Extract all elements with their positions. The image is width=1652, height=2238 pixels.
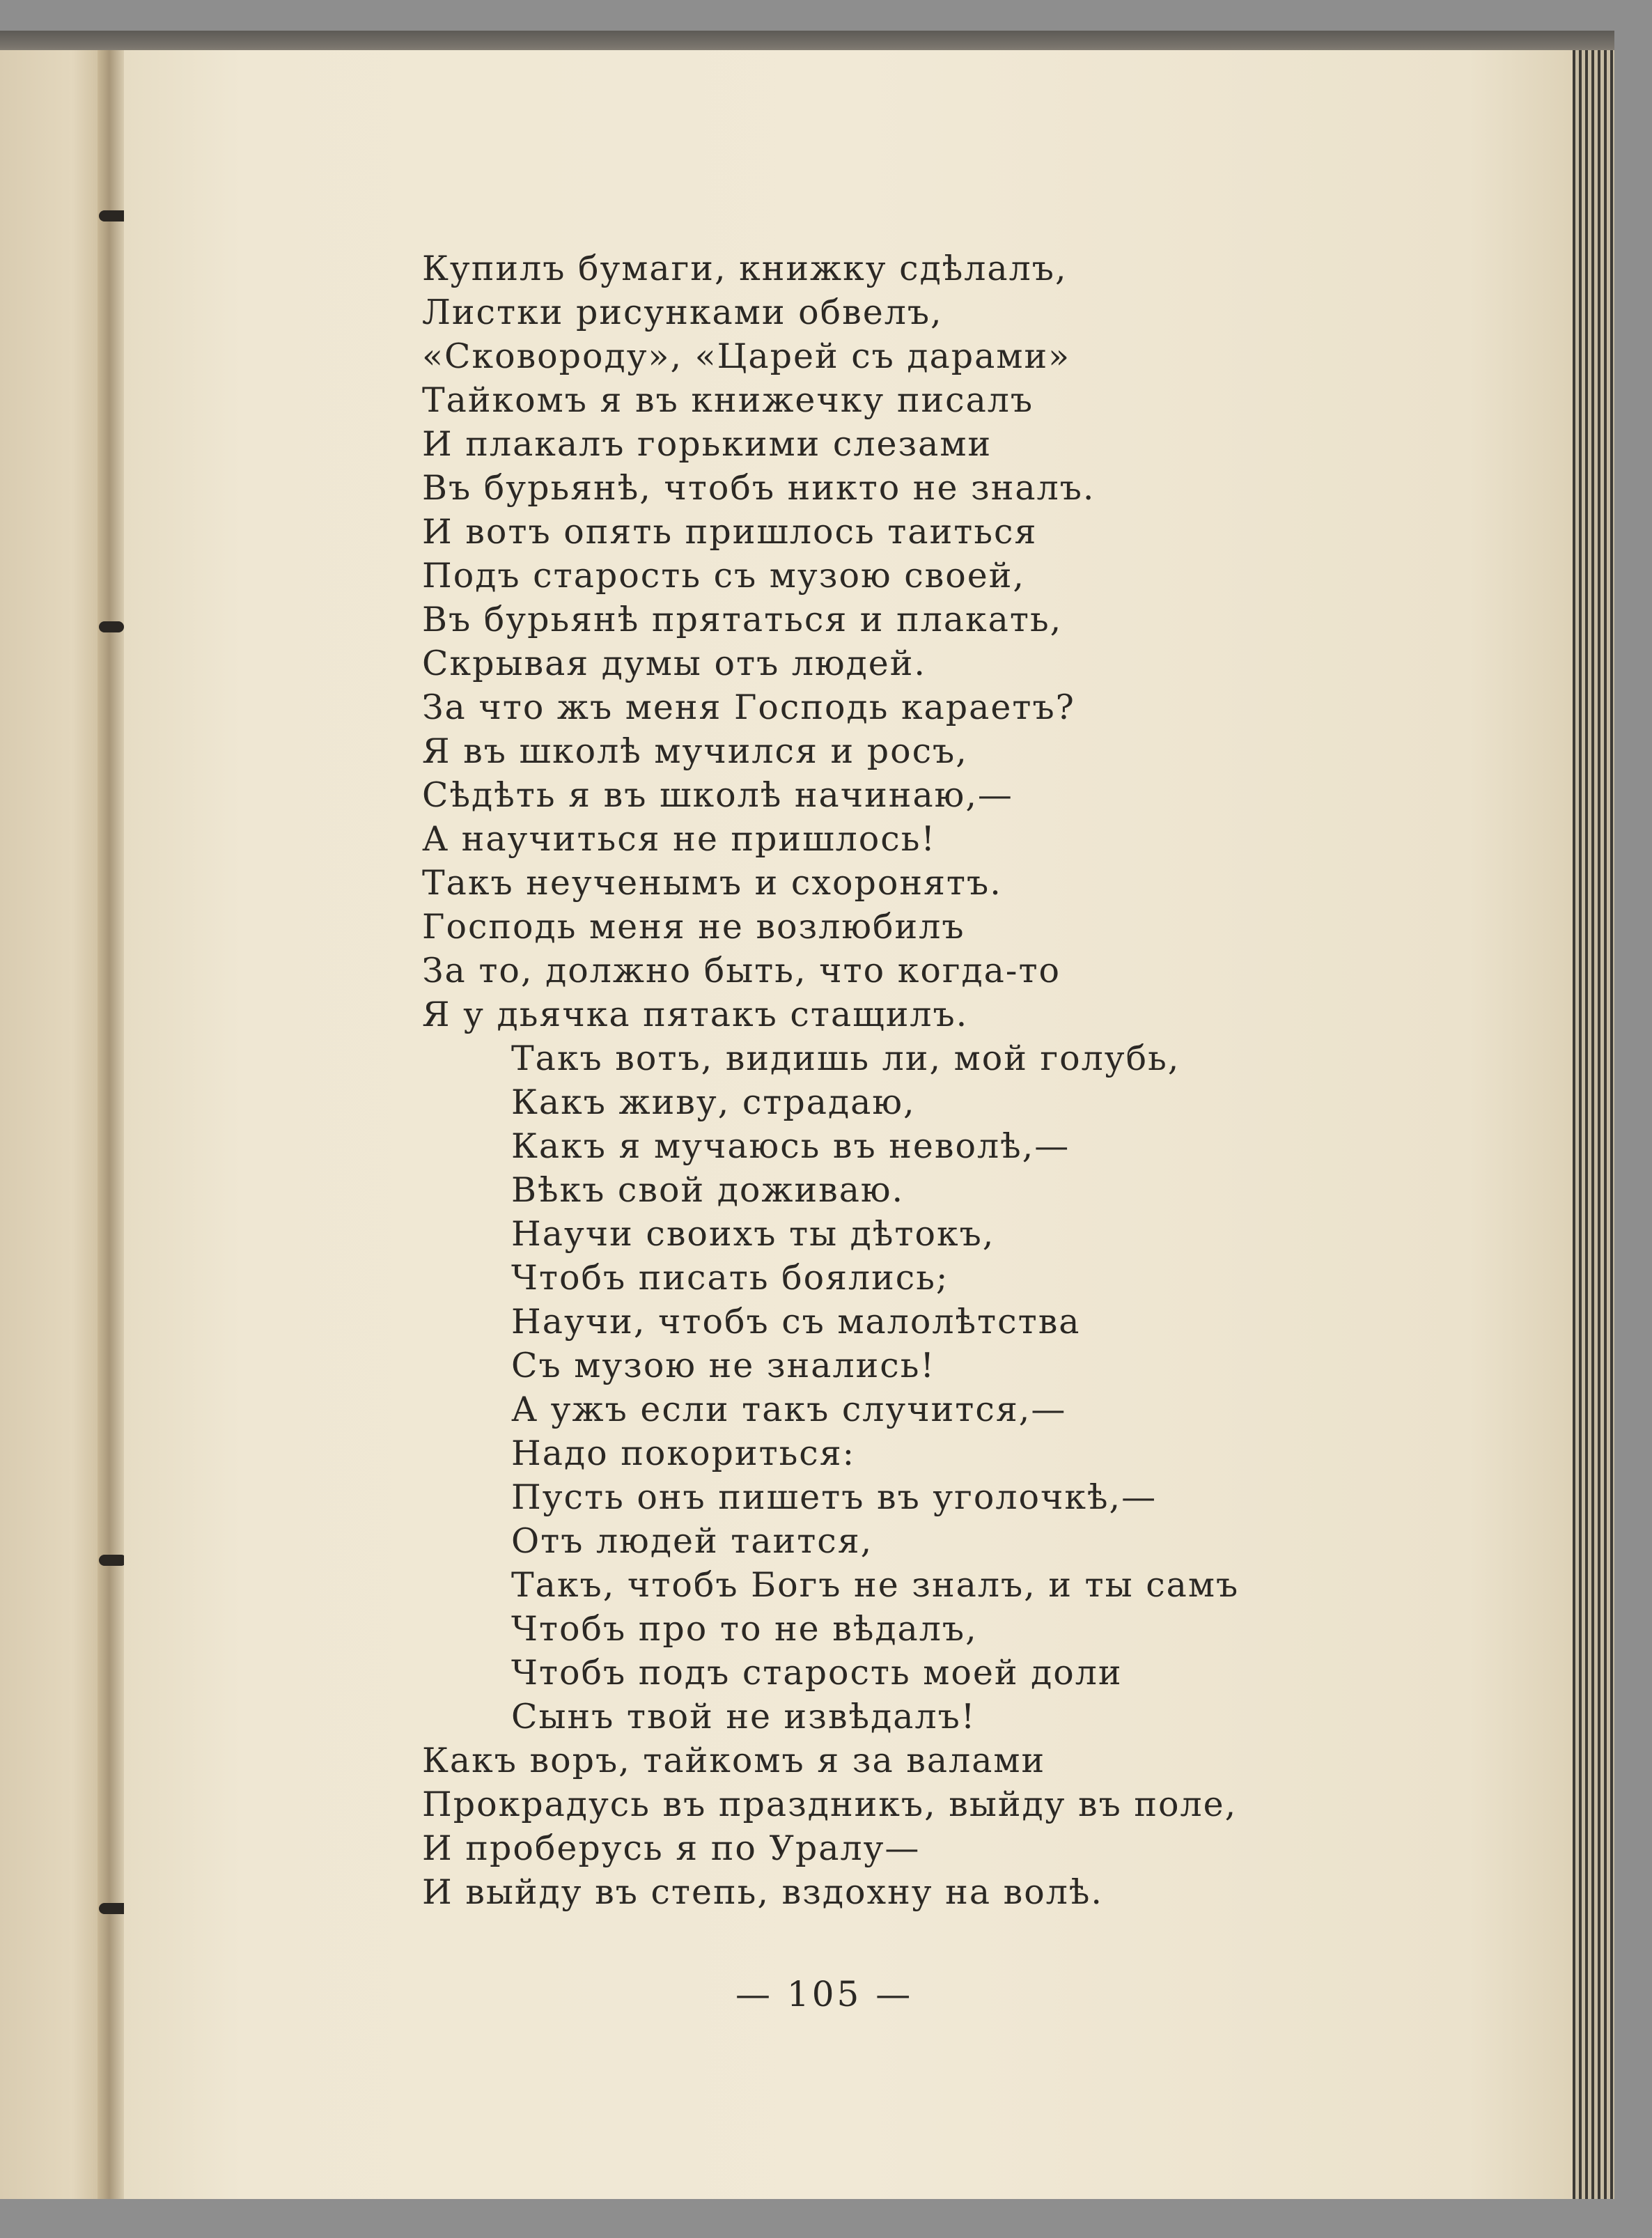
poem-line: Господь меня не возлюбилъ [422,907,965,947]
poem-line: Вѣкъ свой доживаю. [511,1170,905,1210]
poem-line: И проберусь я по Уралу— [422,1828,921,1868]
poem-line: Такъ вотъ, видишь ли, мой голубь, [511,1039,1180,1078]
poem-line: Чтобъ про то не вѣдалъ, [511,1609,978,1649]
poem-line: А ужъ если такъ случится,— [511,1390,1067,1429]
poem-line: Какъ воръ, тайкомъ я за валами [422,1741,1046,1780]
poem-line: И плакалъ горькими слезами [422,424,992,464]
poem-line: И выйду въ степь, вздохну на волѣ. [422,1872,1103,1912]
poem-line: Сѣдѣть я въ школѣ начинаю,— [422,775,1013,815]
poem-line: Какъ живу, страдаю, [511,1082,916,1122]
poem-line: Я у дьячка пятакъ стащилъ. [422,995,969,1034]
book-gutter [98,50,124,2199]
poem-line: Съ музою не знались! [511,1346,936,1385]
poem-line: Какъ я мучаюсь въ неволѣ,— [511,1126,1070,1166]
poem-line: Научи, чтобъ съ малолѣтства [511,1302,1081,1342]
poem-line: За что жъ меня Господь караетъ? [422,687,1075,727]
poem-line: За то, должно быть, что когда-то [422,951,1061,990]
poem-line: Скрывая думы отъ людей. [422,644,927,683]
page-stack-edges [1573,50,1614,2199]
poem-line: Чтобъ писать боялись; [511,1258,949,1298]
poem-line: Отъ людей таится, [511,1521,873,1561]
poem-line: Въ бурьянѣ, чтобъ никто не зналъ. [422,468,1096,508]
poem-line: Подъ старость съ музою своей, [422,556,1025,596]
poem-line: «Сковороду», «Царей съ дарами» [422,336,1071,376]
poem-line: Купилъ бумаги, книжку сдѣлалъ, [422,249,1068,288]
binding-thread-icon [99,621,124,632]
page-number: — 105 — [735,1974,914,2014]
poem-text [422,247,1327,1914]
poem-line: Такъ неученымъ и схоронятъ. [422,863,1002,903]
poem-line: Листки рисунками обвелъ, [422,293,943,332]
poem-line: Въ бурьянѣ прятаться и плакать, [422,600,1063,639]
poem-line: Надо покориться: [511,1433,856,1473]
poem-line: А научиться не пришлось! [422,819,937,859]
poem-line: Я въ школѣ мучился и росъ, [422,731,968,771]
poem-line: Прокрадусь въ праздникъ, выйду въ поле, [422,1785,1238,1824]
poem-line: Чтобъ подъ старость моей доли [511,1653,1123,1693]
poem-line: Научи своихъ ты дѣтокъ, [511,1214,995,1254]
poem-line: Пусть онъ пишетъ въ уголочкѣ,— [511,1477,1158,1517]
poem-line: Такъ, чтобъ Богъ не зналъ, и ты самъ [511,1565,1240,1605]
poem-line: Тайкомъ я въ книжечку писалъ [422,380,1034,420]
poem-line: И вотъ опять пришлось таиться [422,512,1038,552]
poem-line: Сынъ твой не извѣдалъ! [511,1697,976,1736]
binding-thread-icon [99,1555,127,1566]
